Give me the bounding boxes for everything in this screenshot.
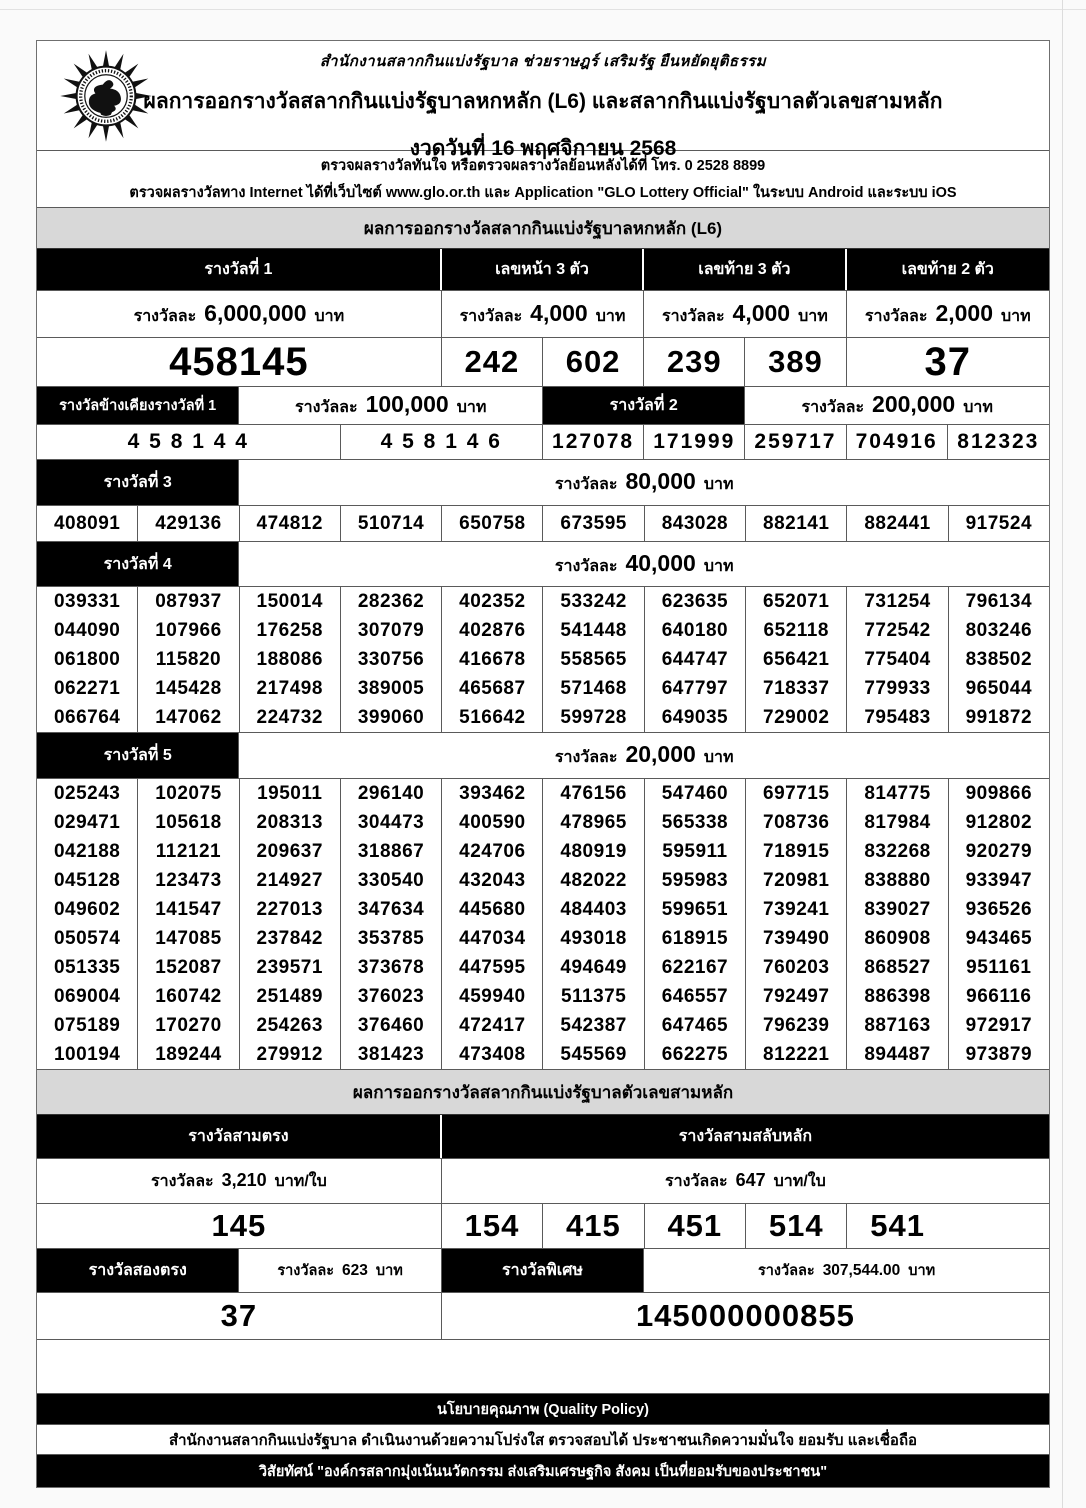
quality-policy-text: สำนักงานสลากกินแบ่งรัฐบาล ดำเนินงานด้วยความโปร่งใส ตรวจสอบได้ ประชาชนเกิดความมั่นใจ ยอมรับ และเชื่อถือ bbox=[37, 1425, 1049, 1455]
number-cell: 814775 bbox=[847, 779, 948, 808]
number-row bbox=[37, 616, 1049, 645]
number-cell: 697715 bbox=[746, 779, 847, 808]
number-cell: 400590 bbox=[442, 808, 543, 837]
prize2-number: 259717 bbox=[745, 425, 846, 459]
number-cell: 541448 bbox=[543, 616, 644, 645]
number-cell: 493018 bbox=[543, 924, 644, 953]
number-cell: 739241 bbox=[746, 895, 847, 924]
number-row bbox=[37, 779, 1049, 808]
adjacent-prize-label: รางวัลข้างเคียงรางวัลที่ 1 bbox=[37, 387, 239, 424]
number-cell: 237842 bbox=[240, 924, 341, 953]
number-cell: 795483 bbox=[847, 703, 948, 732]
number-cell: 920279 bbox=[965, 840, 1033, 862]
last3-label: เลขท้าย 3 ตัว bbox=[644, 249, 846, 290]
number-cell: 720981 bbox=[746, 866, 847, 895]
number-cell: 381423 bbox=[341, 1040, 442, 1069]
last3-number: 389 bbox=[745, 338, 846, 386]
last3-amount: รางวัลละ 4,000 บาท bbox=[644, 291, 846, 337]
number-cell: 652118 bbox=[746, 616, 847, 645]
number-cell: 445680 bbox=[442, 895, 543, 924]
number-cell: 951161 bbox=[966, 956, 1032, 978]
number-cell: 304473 bbox=[341, 808, 442, 837]
number-cell: 402876 bbox=[442, 616, 543, 645]
number-cell: 282362 bbox=[341, 587, 442, 616]
number-cell: 347634 bbox=[341, 895, 442, 924]
number-cell: 545569 bbox=[543, 1040, 644, 1069]
number-cell: 389005 bbox=[341, 674, 442, 703]
number-cell: 029471 bbox=[37, 808, 138, 837]
number-cell: 943465 bbox=[965, 927, 1033, 949]
three-straight-number: 145 bbox=[37, 1204, 442, 1248]
number-cell: 399060 bbox=[341, 703, 442, 732]
number-cell: 542387 bbox=[543, 1011, 644, 1040]
number-cell: 973879 bbox=[965, 1043, 1033, 1065]
document-title: ผลการออกรางวัลสลากกินแบ่งรัฐบาลหกหลัก (L6) และสลากกินแบ่งรัฐบาลตัวเลขสามหลัก bbox=[143, 90, 943, 113]
number-cell: 565338 bbox=[645, 808, 746, 837]
info-line-internet: ตรวจผลรางวัลทาง Internet ได้ที่เว็บไซต์ www.glo.or.th และ Application "GLO Lottery Official" ในระบบ Android และระบบ iOS bbox=[129, 185, 957, 201]
number-cell: 644747 bbox=[645, 645, 746, 674]
number-cell: 214927 bbox=[240, 866, 341, 895]
number-cell: 459940 bbox=[442, 982, 543, 1011]
number-cell: 025243 bbox=[37, 779, 138, 808]
number-cell: 599651 bbox=[645, 895, 746, 924]
number-cell: 045128 bbox=[37, 866, 138, 895]
number-cell: 353785 bbox=[341, 924, 442, 953]
number-cell: 188086 bbox=[240, 645, 341, 674]
number-cell: 514 bbox=[746, 1204, 847, 1248]
number-row bbox=[37, 674, 1049, 703]
number-cell: 415 bbox=[543, 1204, 644, 1248]
special-prize-number: 145000000855 bbox=[635, 1298, 855, 1333]
number-cell: 147062 bbox=[138, 703, 239, 732]
number-cell: 917524 bbox=[965, 512, 1033, 534]
front3-label: เลขหน้า 3 ตัว bbox=[442, 249, 644, 290]
number-cell: 473408 bbox=[442, 1040, 543, 1069]
office-motto: สำนักงานสลากกินแบ่งรัฐบาล ช่วยราษฎร์ เสริมรัฐ ยืนหยัดยุติธรรม bbox=[319, 53, 767, 70]
number-row bbox=[37, 953, 1049, 982]
number-cell: 817984 bbox=[847, 808, 948, 837]
number-cell: 843028 bbox=[645, 506, 746, 541]
number-cell: 886398 bbox=[847, 982, 948, 1011]
number-cell: 160742 bbox=[138, 982, 239, 1011]
number-cell: 107966 bbox=[138, 616, 239, 645]
number-cell: 662275 bbox=[645, 1040, 746, 1069]
number-cell: 729002 bbox=[746, 703, 847, 732]
number-cell: 909866 bbox=[965, 782, 1033, 804]
three-straight-amount: รางวัลละ 3,210 บาท/ใบ bbox=[37, 1159, 442, 1203]
number-cell: 373678 bbox=[341, 953, 442, 982]
number-cell: 623635 bbox=[645, 587, 746, 616]
number-cell: 061800 bbox=[37, 645, 138, 674]
number-cell: 796134 bbox=[965, 590, 1033, 612]
number-cell: 279912 bbox=[240, 1040, 341, 1069]
front3-number: 602 bbox=[543, 338, 644, 386]
prize5-number-grid bbox=[37, 779, 1049, 1070]
number-row bbox=[37, 982, 1049, 1011]
number-cell: 376023 bbox=[341, 982, 442, 1011]
number-cell: 408091 bbox=[37, 506, 138, 541]
number-cell: 152087 bbox=[138, 953, 239, 982]
front3-amount: รางวัลละ 4,000 บาท bbox=[442, 291, 644, 337]
number-cell: 640180 bbox=[645, 616, 746, 645]
number-cell: 069004 bbox=[37, 982, 138, 1011]
empty-row bbox=[37, 1340, 1049, 1394]
number-cell: 812221 bbox=[746, 1040, 847, 1069]
three-permuted-label: รางวัลสามสลับหลัก bbox=[442, 1115, 1049, 1158]
number-cell: 042188 bbox=[37, 837, 138, 866]
prize3-number-row bbox=[37, 506, 1049, 542]
number-cell: 416678 bbox=[442, 645, 543, 674]
number-cell: 803246 bbox=[965, 619, 1033, 641]
number-cell: 547460 bbox=[645, 779, 746, 808]
number-cell: 792497 bbox=[746, 982, 847, 1011]
number-cell: 708736 bbox=[746, 808, 847, 837]
number-cell: 318867 bbox=[341, 837, 442, 866]
number-cell: 860908 bbox=[847, 924, 948, 953]
number-cell: 424706 bbox=[442, 837, 543, 866]
special-prize-amount: รางวัลละ 307,544.00 บาท bbox=[757, 1262, 936, 1279]
prize2-number: 812323 bbox=[957, 430, 1040, 453]
prize5-amount: รางวัลละ 20,000 บาท bbox=[554, 741, 734, 767]
number-cell: 656421 bbox=[746, 645, 847, 674]
adjacent-number: 4 5 8 1 4 4 bbox=[37, 425, 341, 459]
prize5-label: รางวัลที่ 5 bbox=[37, 733, 239, 778]
two-straight-special-header-row bbox=[37, 1249, 1049, 1293]
prize2-number: 171999 bbox=[644, 425, 745, 459]
special-prize-label: รางวัลพิเศษ bbox=[442, 1249, 644, 1292]
first-prize-label: รางวัลที่ 1 bbox=[37, 249, 442, 290]
scan-artifact-line bbox=[0, 9, 1086, 10]
number-cell: 511375 bbox=[543, 982, 644, 1011]
number-row bbox=[37, 895, 1049, 924]
number-cell: 972917 bbox=[965, 1014, 1033, 1036]
adjacent-prize2-header-row bbox=[37, 387, 1049, 425]
vision-bar: วิสัยทัศน์ "องค์กรสลากมุ่งเน้นนวัตกรรม ส่งเสริมเศรษฐกิจ สังคม เป็นที่ยอมรับของประชาชน" bbox=[37, 1455, 1049, 1487]
three-straight-label: รางวัลสามตรง bbox=[37, 1115, 442, 1158]
two-straight-amount: รางวัลละ 623 บาท bbox=[239, 1249, 441, 1292]
number-cell: 480919 bbox=[543, 837, 644, 866]
number-cell: 965044 bbox=[965, 677, 1033, 699]
number-cell: 484403 bbox=[543, 895, 644, 924]
two-straight-number: 37 bbox=[37, 1293, 442, 1339]
number-cell: 673595 bbox=[543, 506, 644, 541]
number-cell: 718337 bbox=[746, 674, 847, 703]
number-cell: 839027 bbox=[847, 895, 948, 924]
number-row bbox=[37, 645, 1049, 674]
number-cell: 115820 bbox=[138, 645, 239, 674]
adjacent-number: 4 5 8 1 4 6 bbox=[341, 425, 543, 459]
n3-section-title: ผลการออกรางวัลสลากกินแบ่งรัฐบาลตัวเลขสามหลัก bbox=[37, 1070, 1049, 1115]
empty-cell bbox=[948, 1204, 1049, 1248]
quality-policy-bar: นโยบายคุณภาพ (Quality Policy) bbox=[37, 1394, 1049, 1425]
number-cell: 393462 bbox=[442, 779, 543, 808]
prize3-numbers bbox=[37, 506, 1049, 541]
number-cell: 595911 bbox=[645, 837, 746, 866]
number-cell: 062271 bbox=[37, 674, 138, 703]
number-cell: 887163 bbox=[847, 1011, 948, 1040]
l6-prize-amount-row bbox=[37, 291, 1049, 338]
number-cell: 451 bbox=[645, 1204, 746, 1248]
adjacent-prize2-number-row bbox=[37, 425, 1049, 460]
prize2-amount: รางวัลละ 200,000 บาท bbox=[801, 391, 993, 417]
number-cell: 966116 bbox=[966, 985, 1032, 1007]
number-cell: 330756 bbox=[341, 645, 442, 674]
l6-section-title: ผลการออกรางวัลสลากกินแบ่งรัฐบาลหกหลัก (L6) bbox=[37, 208, 1049, 249]
number-cell: 779933 bbox=[847, 674, 948, 703]
number-cell: 307079 bbox=[341, 616, 442, 645]
number-cell: 731254 bbox=[847, 587, 948, 616]
number-cell: 510714 bbox=[341, 506, 442, 541]
number-cell: 432043 bbox=[442, 866, 543, 895]
number-cell: 838880 bbox=[847, 866, 948, 895]
adjacent-prize-amount: รางวัลละ 100,000 บาท bbox=[239, 387, 543, 424]
number-cell: 558565 bbox=[543, 645, 644, 674]
n3-header-row bbox=[37, 1115, 1049, 1159]
number-cell: 936526 bbox=[965, 898, 1033, 920]
last2-label: เลขท้าย 2 ตัว bbox=[847, 249, 1049, 290]
front3-number: 242 bbox=[442, 338, 543, 386]
number-cell: 472417 bbox=[442, 1011, 543, 1040]
number-cell: 402352 bbox=[442, 587, 543, 616]
number-cell: 618915 bbox=[645, 924, 746, 953]
number-cell: 145428 bbox=[138, 674, 239, 703]
number-cell: 991872 bbox=[965, 706, 1033, 728]
two-straight-special-number-row bbox=[37, 1293, 1049, 1340]
number-cell: 622167 bbox=[645, 953, 746, 982]
number-cell: 254263 bbox=[240, 1011, 341, 1040]
number-cell: 533242 bbox=[543, 587, 644, 616]
number-cell: 718915 bbox=[746, 837, 847, 866]
number-cell: 882441 bbox=[847, 506, 948, 541]
number-cell: 447595 bbox=[442, 953, 543, 982]
number-cell: 482022 bbox=[543, 866, 644, 895]
last2-amount: รางวัลละ 2,000 บาท bbox=[864, 299, 1031, 326]
number-cell: 100194 bbox=[37, 1040, 138, 1069]
number-cell: 189244 bbox=[138, 1040, 239, 1069]
l6-prize-number-row bbox=[37, 338, 1049, 387]
first-prize-amount: รางวัลละ 6,000,000 บาท bbox=[37, 291, 442, 337]
number-cell: 832268 bbox=[847, 837, 948, 866]
number-row bbox=[37, 1040, 1049, 1069]
number-cell: 933947 bbox=[965, 869, 1033, 891]
number-cell: 429136 bbox=[138, 506, 239, 541]
number-cell: 376460 bbox=[341, 1011, 442, 1040]
number-cell: 049602 bbox=[37, 895, 138, 924]
number-cell: 141547 bbox=[138, 895, 239, 924]
three-permuted-amount: รางวัลละ 647 บาท/ใบ bbox=[665, 1169, 826, 1190]
number-cell: 599728 bbox=[543, 703, 644, 732]
number-cell: 649035 bbox=[645, 703, 746, 732]
number-row bbox=[37, 924, 1049, 953]
prize4-number-grid bbox=[37, 587, 1049, 733]
info-line-phone: ตรวจผลรางวัลทันใจ หรือตรวจผลรางวัลย้อนหลังได้ที่ โทร. 0 2528 8899 bbox=[320, 158, 766, 174]
prize2-number: 127078 bbox=[543, 425, 644, 459]
number-cell: 912802 bbox=[965, 811, 1033, 833]
number-cell: 796239 bbox=[746, 1011, 847, 1040]
n3-number-row bbox=[37, 1204, 1049, 1249]
prize4-amount: รางวัลละ 40,000 บาท bbox=[554, 549, 734, 576]
number-cell: 760203 bbox=[746, 953, 847, 982]
number-row bbox=[37, 837, 1049, 866]
number-row bbox=[37, 587, 1049, 616]
number-cell: 478965 bbox=[543, 808, 644, 837]
last2-number: 37 bbox=[924, 339, 971, 384]
number-cell: 474812 bbox=[240, 506, 341, 541]
number-cell: 541 bbox=[870, 1208, 925, 1243]
number-cell: 227013 bbox=[240, 895, 341, 924]
number-cell: 217498 bbox=[240, 674, 341, 703]
prize3-header-row bbox=[37, 460, 1049, 506]
number-cell: 176258 bbox=[240, 616, 341, 645]
number-cell: 150014 bbox=[240, 587, 341, 616]
number-cell: 476156 bbox=[543, 779, 644, 808]
number-cell: 330540 bbox=[341, 866, 442, 895]
number-cell: 039331 bbox=[37, 587, 138, 616]
number-cell: 296140 bbox=[341, 779, 442, 808]
number-cell: 494649 bbox=[543, 953, 644, 982]
number-cell: 170270 bbox=[138, 1011, 239, 1040]
prize4-label: รางวัลที่ 4 bbox=[37, 542, 239, 586]
number-row bbox=[37, 703, 1049, 732]
number-cell: 044090 bbox=[37, 616, 138, 645]
prize4-header-row bbox=[37, 542, 1049, 587]
scan-artifact-line bbox=[1062, 0, 1063, 1508]
number-cell: 739490 bbox=[746, 924, 847, 953]
number-cell: 105618 bbox=[138, 808, 239, 837]
number-cell: 050574 bbox=[37, 924, 138, 953]
number-cell: 123473 bbox=[138, 866, 239, 895]
number-cell: 209637 bbox=[240, 837, 341, 866]
number-cell: 147085 bbox=[138, 924, 239, 953]
prize2-number: 704916 bbox=[847, 425, 948, 459]
number-row bbox=[37, 1011, 1049, 1040]
number-cell: 516642 bbox=[442, 703, 543, 732]
two-straight-label: รางวัลสองตรง bbox=[37, 1249, 239, 1292]
number-cell: 868527 bbox=[847, 953, 948, 982]
number-cell: 772542 bbox=[847, 616, 948, 645]
number-cell: 251489 bbox=[240, 982, 341, 1011]
prize5-header-row bbox=[37, 733, 1049, 779]
header-text-block bbox=[37, 49, 1049, 165]
number-cell: 646557 bbox=[645, 982, 746, 1011]
number-cell: 239571 bbox=[240, 953, 341, 982]
number-cell: 154 bbox=[442, 1204, 543, 1248]
number-cell: 066764 bbox=[37, 703, 138, 732]
number-cell: 075189 bbox=[37, 1011, 138, 1040]
n3-amount-row bbox=[37, 1159, 1049, 1204]
number-cell: 571468 bbox=[543, 674, 644, 703]
number-cell: 208313 bbox=[240, 808, 341, 837]
number-cell: 882141 bbox=[746, 506, 847, 541]
number-cell: 595983 bbox=[645, 866, 746, 895]
document-header bbox=[37, 41, 1049, 160]
three-permuted-numbers bbox=[442, 1204, 948, 1248]
number-cell: 775404 bbox=[847, 645, 948, 674]
last3-number: 239 bbox=[644, 338, 745, 386]
prize3-amount: รางวัลละ 80,000 บาท bbox=[554, 468, 734, 494]
number-cell: 087937 bbox=[138, 587, 239, 616]
lottery-results-document bbox=[36, 40, 1050, 1488]
prize2-label: รางวัลที่ 2 bbox=[543, 387, 745, 424]
number-cell: 647797 bbox=[645, 674, 746, 703]
number-cell: 894487 bbox=[847, 1040, 948, 1069]
number-cell: 465687 bbox=[442, 674, 543, 703]
number-row bbox=[37, 808, 1049, 837]
number-cell: 447034 bbox=[442, 924, 543, 953]
number-cell: 051335 bbox=[37, 953, 138, 982]
number-cell: 652071 bbox=[746, 587, 847, 616]
number-row bbox=[37, 866, 1049, 895]
number-cell: 838502 bbox=[965, 648, 1033, 670]
number-cell: 195011 bbox=[240, 779, 341, 808]
number-cell: 650758 bbox=[442, 506, 543, 541]
number-cell: 224732 bbox=[240, 703, 341, 732]
prize3-label: รางวัลที่ 3 bbox=[37, 460, 239, 505]
number-cell: 647465 bbox=[645, 1011, 746, 1040]
number-cell: 102075 bbox=[138, 779, 239, 808]
first-prize-number: 458145 bbox=[37, 338, 442, 386]
draw-date: งวดวันที่ 16 พฤศจิกายน 2568 bbox=[409, 137, 677, 160]
number-cell: 112121 bbox=[138, 837, 239, 866]
l6-prize-header-row bbox=[37, 249, 1049, 291]
